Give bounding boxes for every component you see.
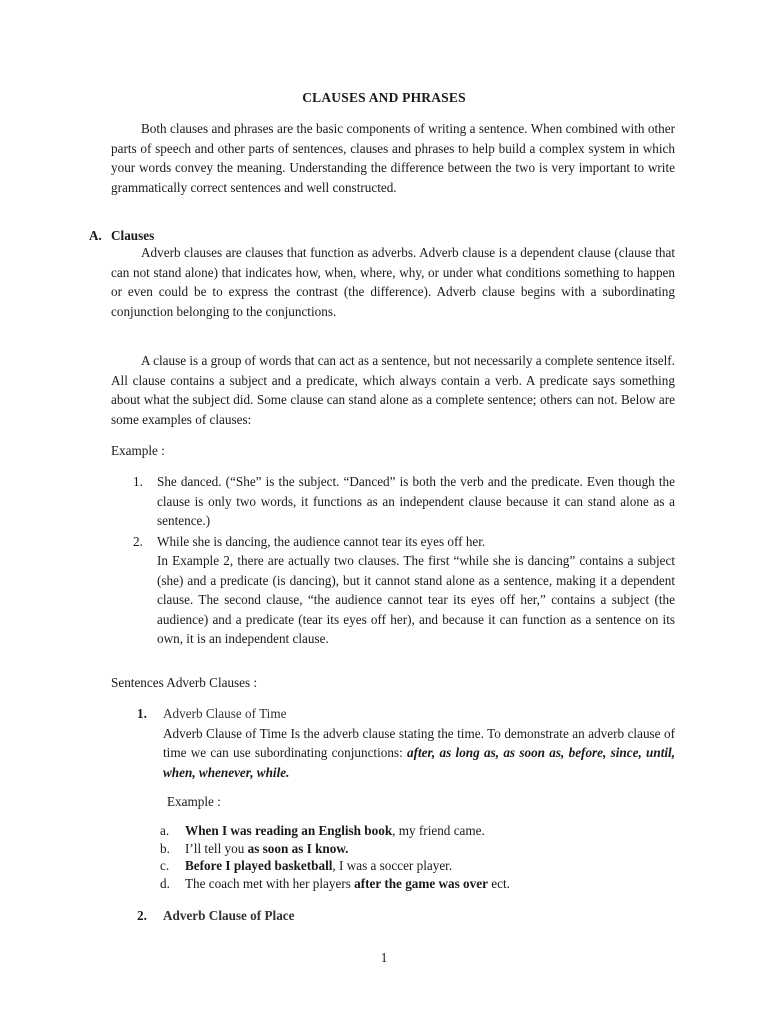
section-letter: A. <box>89 228 102 243</box>
list-number: 2. <box>133 533 143 549</box>
clause-definition-paragraph: A clause is a group of words that can act as a sentence, but not necessarily a complete sentence itself. All clause contains a subject and a predicate, which always contain a verb. A predicate says something about what the subject did. Some clause can stand alone as a complete sentence; others can not. Below are some examples of clauses: <box>111 353 675 427</box>
plain-text: I’ll tell you <box>185 840 248 856</box>
examples-list <box>133 472 675 649</box>
plain-text: ect. <box>487 875 510 891</box>
list-item <box>160 875 675 893</box>
plain-text: , I was a soccer player. <box>332 858 453 873</box>
adverb-clause-of-time-section <box>137 704 675 782</box>
time-examples-list <box>160 822 675 892</box>
list-letter: c. <box>160 858 170 873</box>
sentences-adverb-clauses-label: Sentences Adverb Clauses : <box>111 675 258 690</box>
adverb-clause-of-place-section <box>137 906 675 926</box>
adverb-clauses-paragraph: Adverb clauses are clauses that function as adverbs. Adverb clause is a dependent clause (clause that can not stand alone) that indicates how, when, where, why, or under what conditions something to happen or even could be to express the contrast (the difference). Adverb clause begins with a subordinating conjunction belonging to the conjunctions. <box>111 245 675 319</box>
list-number: 1. <box>137 706 147 721</box>
time-clause-description <box>163 724 675 783</box>
description-text: Adverb Clause of Time Is the adverb clause stating the time. To demonstrate an adverb clause of time we can use subordinating conjunctions: <box>163 725 675 760</box>
list-letter: d. <box>160 875 170 891</box>
conjunctions-list: after, as long as, as soon as, before, since, until, when, whenever, while. <box>163 745 675 780</box>
example-label: Example : <box>167 794 221 809</box>
list-number: 2. <box>137 908 147 923</box>
list-number: 1. <box>133 474 143 489</box>
list-letter: a. <box>160 823 170 838</box>
document-title: CLAUSES AND PHRASES <box>302 90 466 105</box>
list-item <box>160 857 675 875</box>
list-item <box>160 822 675 840</box>
page-number: 1 <box>380 950 388 965</box>
subsection-heading: Adverb Clause of Time <box>163 706 287 721</box>
bold-text: When I was reading an English book <box>185 823 393 838</box>
bold-text: Before I played basketball <box>185 858 333 873</box>
list-item <box>133 472 675 531</box>
example-text: While she is dancing, the audience cannot tear its eyes off her. <box>157 533 486 549</box>
subsection-heading: Adverb Clause of Place <box>163 908 295 923</box>
intro-paragraph: Both clauses and phrases are the basic components of writing a sentence. When combined with other parts of speech and other parts of sentences, clauses and phrases to help build a complex system in which your words convey the meaning. Understanding the difference between the two is very important to write grammatically correct sentences and well constructed. <box>111 121 675 195</box>
plain-text: , my friend came. <box>392 823 485 838</box>
example-text: She danced. (“She” is the subject. “Danced” is both the verb and the predicate. Even though the clause is only two words, it functions as an independent clause because it can stand alone as a sentence.) <box>157 474 675 528</box>
example-explanation: In Example 2, there are actually two clauses. The first “while she is dancing” contains a subject (she) and a predicate (is dancing), but it cannot stand alone as a sentence, making it a dependent clause. The second clause, “the audience cannot tear its eyes off her,” contains a subject (the audience) and a predicate (tear its eyes off her), and because it can function as a sentence on its own, it is an independent clause. <box>157 553 675 646</box>
plain-text: The coach met with her players <box>185 875 355 891</box>
list-item <box>160 840 675 858</box>
bold-text: as soon as I know. <box>247 840 349 856</box>
list-letter: b. <box>160 840 170 856</box>
list-item <box>133 532 675 649</box>
bold-text: after the game was over <box>354 875 488 891</box>
section-title: Clauses <box>111 228 155 243</box>
example-label: Example : <box>111 443 165 458</box>
